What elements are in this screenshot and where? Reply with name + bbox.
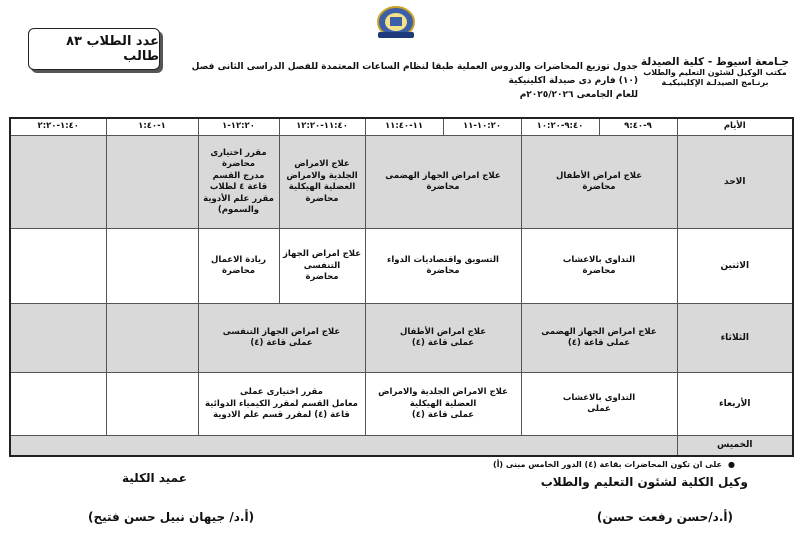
day-cell: الاثنين: [677, 229, 793, 304]
schedule-cell: [106, 304, 198, 373]
cell-line: محاضرة: [582, 266, 616, 277]
cell-line: علاج امراض الأطفال: [399, 326, 487, 337]
cell-line: قاعة (٤) لمقرر قسم علم الادوية: [213, 410, 350, 421]
table-row-sunday: [10, 136, 793, 229]
schedule-cell: [198, 373, 365, 436]
cell-line: العضلية الهيكلية: [409, 398, 477, 409]
dean-name: (أ.د/ جيهان نبيل حسن فتيح): [88, 510, 255, 524]
cell-line: العضلية الهيكلية: [288, 182, 356, 193]
cell-line: التنفسى: [303, 260, 341, 271]
table-row-wednesday: [10, 373, 793, 436]
table-row-tuesday: [10, 304, 793, 373]
cell-line: محاضرة: [305, 193, 339, 204]
schedule-cell: [10, 229, 106, 304]
title-line-1: جدول توزيع المحاضرات والدروس العملية طبقا لنظام الساعات المعتمدة للفصل الدراسى الثانى فصل (١٠) فارم دى صيدلة اكلينيكية: [191, 62, 638, 86]
cell-line: محاضرة: [305, 272, 339, 283]
schedule-cell: [10, 136, 106, 229]
day-cell: الأربعاء: [677, 373, 793, 436]
footnote: [370, 460, 735, 469]
office-name: مكتب الوكيل لشئون التعليم والطلاب: [643, 68, 787, 77]
title-line-2: للعام الجامعى ٢٠٢٥/٢٠٢٦م: [519, 90, 638, 100]
schedule-cell: [365, 229, 521, 304]
schedule-cell: [521, 136, 677, 229]
cell-line: عملى قاعة (٤): [411, 410, 475, 421]
cell-line: عملى قاعة (٤): [567, 338, 631, 349]
cell-line: ريادة الاعمال: [211, 254, 266, 265]
schedule-cell: [365, 304, 521, 373]
schedule-cell: [279, 136, 365, 229]
schedule-cell: [106, 136, 198, 229]
schedule-title: [170, 60, 638, 102]
cell-line: علاج امراض الجهاز: [282, 249, 362, 260]
schedule-cell: [521, 229, 677, 304]
header-cell: ١٠:٢٠-١١: [443, 118, 521, 136]
day-cell: الاحد: [677, 136, 793, 229]
cell-line: علاج الامراض الجلدية والامراض: [378, 387, 508, 398]
cell-line: مدرج القسم: [212, 170, 265, 181]
header-cell: ١:٤٠-٢:٢٠: [10, 118, 106, 136]
cell-line: محاضرة: [221, 159, 256, 170]
cell-line: معامل القسم لمقرر الكيمياء الدوائية: [205, 398, 358, 409]
schedule-cell: [365, 136, 521, 229]
university-header: [640, 56, 790, 88]
schedule-cell: [198, 136, 279, 229]
university-logo: [370, 2, 422, 40]
cell-line: محاضرة: [426, 266, 460, 277]
schedule-cell: [106, 373, 198, 436]
cell-line: علاج امراض الأطفال: [555, 170, 643, 181]
schedule-cell: [10, 436, 677, 456]
schedule-cell: [106, 229, 198, 304]
schedule-cell: [198, 304, 365, 373]
header-cell: ٩:٤٠-١٠:٢٠: [521, 118, 599, 136]
schedule-cell: [198, 229, 279, 304]
cell-line: مقرر علم الأدوية: [203, 193, 274, 204]
dean-title: عميد الكلية: [122, 471, 187, 485]
cell-line: عملى قاعة (٤): [250, 338, 313, 349]
vice-dean-name: (أ.د/حسن رفعت حسن): [596, 510, 733, 524]
schedule-cell: [279, 229, 365, 304]
vice-dean-title: وكيل الكلية لشئون التعليم والطلاب: [540, 475, 748, 489]
cell-line: علاج امراض الجهاز الهضمى: [541, 326, 657, 337]
header-cell: ١١:٤٠-١٢:٢٠: [279, 118, 365, 136]
header-row: [10, 118, 793, 136]
schedule-cell: [521, 373, 677, 436]
day-cell: الثلاثاء: [677, 304, 793, 373]
cell-line: والسموم): [217, 205, 260, 216]
cell-line: قاعة ٤ لطلاب: [209, 182, 268, 193]
cell-line: مقرر اختيارى: [210, 147, 267, 158]
university-name: جـامعة اسيوط - كلية الصيدلة: [640, 56, 790, 68]
cell-line: التسويق واقتصاديات الدواء: [387, 254, 499, 265]
schedule-cell: [10, 373, 106, 436]
cell-line: عملى: [587, 404, 611, 415]
header-cell: ١-١:٤٠: [106, 118, 198, 136]
header-cell: الأيام: [677, 118, 793, 136]
cell-line: علاج امراض الجهاز الهضمى: [385, 170, 501, 181]
cell-line: التداوى بالاعشاب: [562, 392, 636, 403]
cell-line: علاج امراض الجهاز التنفسى: [222, 326, 341, 337]
note-text: على ان تكون المحاضرات بقاعة (٤) الدور الخامس مبنى (أ): [493, 460, 723, 469]
schedule-cell: [521, 304, 677, 373]
table-row-monday: [10, 229, 793, 304]
bullet-icon: ●: [728, 460, 735, 469]
cell-line: مقرر اختيارى عملى: [240, 387, 323, 398]
header-cell: ٩-٩:٤٠: [599, 118, 677, 136]
day-cell: الخميس: [677, 436, 793, 456]
student-count: عدد الطلاب ٨٣ طالب: [66, 34, 159, 64]
cell-line: الجلدية والامراض: [286, 170, 358, 181]
schedule-cell: [365, 373, 521, 436]
cell-line: علاج الامراض: [294, 159, 350, 170]
program-name: برنـامج الصيدلـة الإكلينيكيـة: [661, 78, 769, 87]
header-cell: ١١-١١:٤٠: [365, 118, 443, 136]
cell-line: محاضرة: [582, 182, 616, 193]
schedule-table: [9, 117, 794, 457]
cell-line: عملى قاعة (٤): [411, 338, 475, 349]
cell-line: التداوى بالاعشاب: [562, 254, 636, 265]
table-row-thursday: [10, 436, 793, 456]
header-cell: ١٢:٢٠-١: [198, 118, 279, 136]
cell-line: محاضرة: [221, 266, 256, 277]
schedule-cell: [10, 304, 106, 373]
cell-line: محاضرة: [426, 182, 460, 193]
student-count-box: [28, 28, 160, 70]
